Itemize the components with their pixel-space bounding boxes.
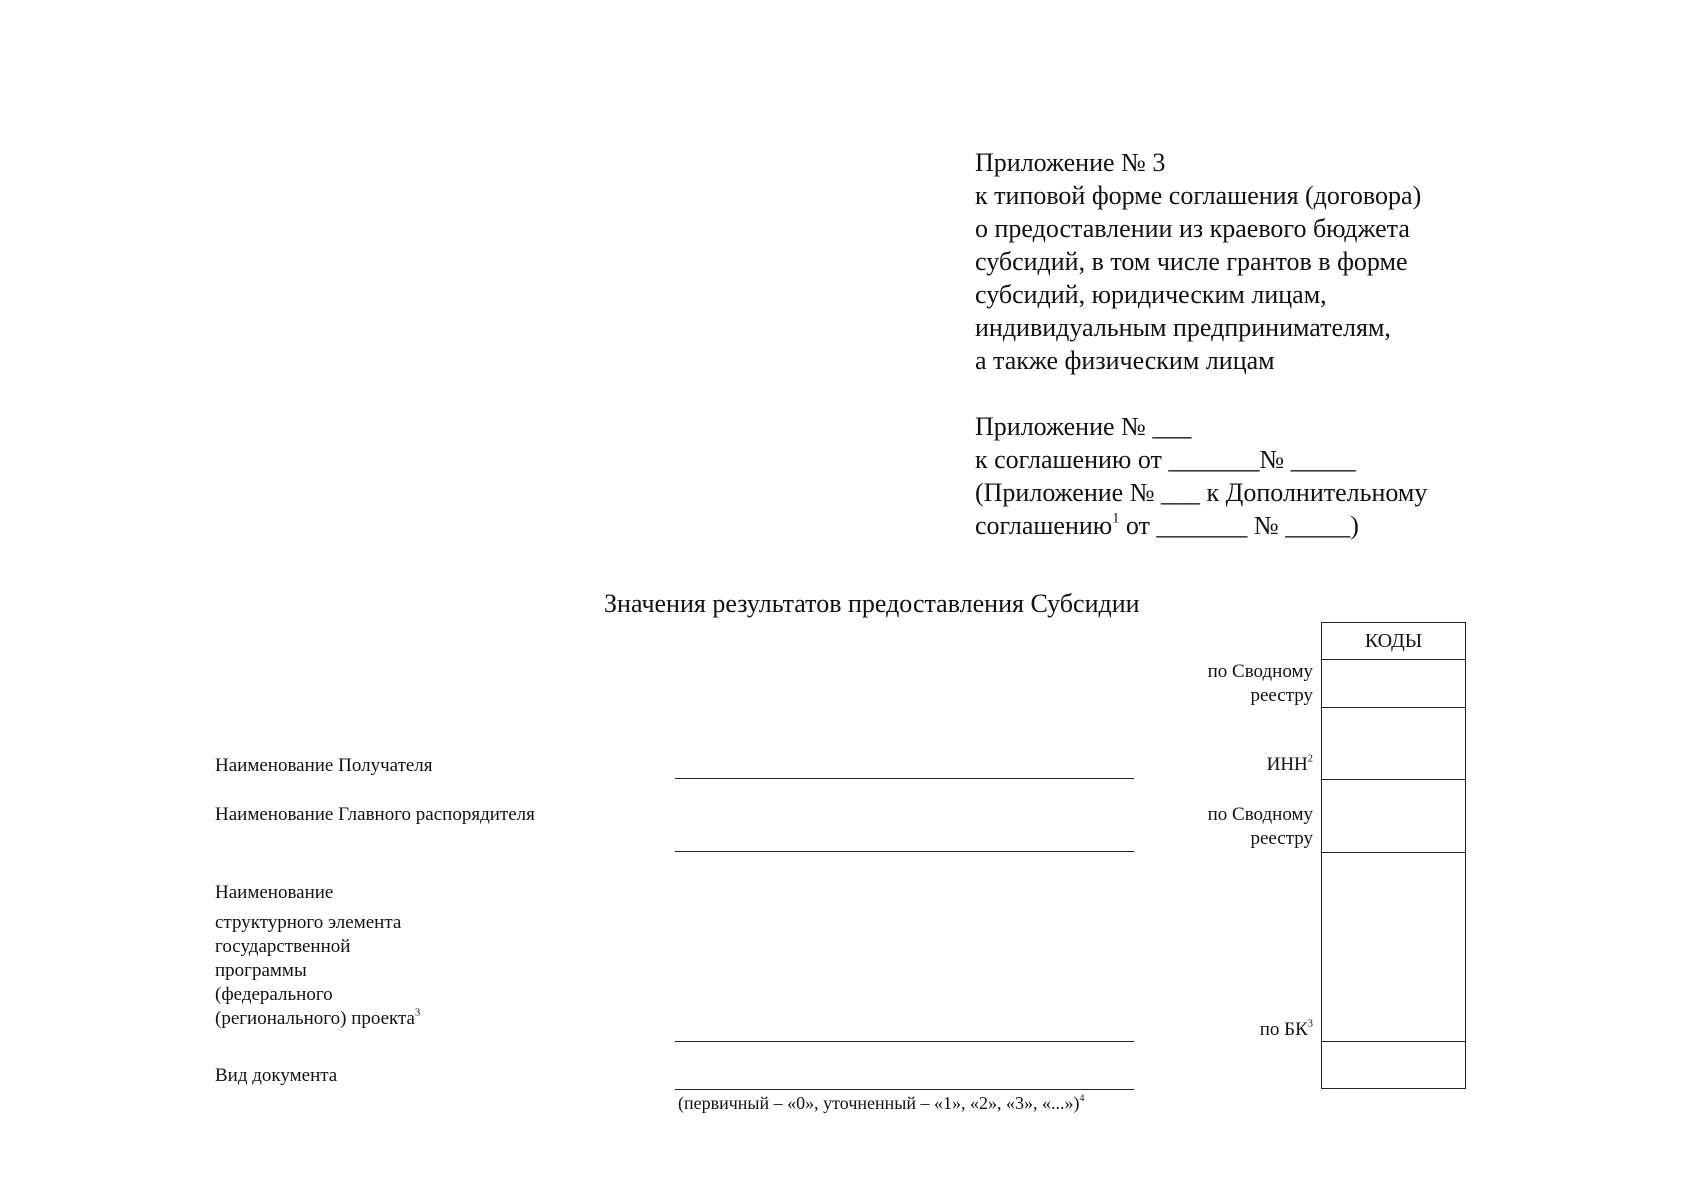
bk-label [1260,1018,1313,1042]
appendix-header [975,146,1515,542]
additional-agreement-word: соглашению [975,511,1113,540]
svodny-reestr-label-1 [1208,660,1313,708]
codes-header: КОДЫ [1364,630,1423,652]
codes-divider [1322,1041,1465,1042]
document-type-hint-text: (первичный – «0», уточненный – «1», «2», «3», «...») [678,1093,1080,1113]
svodny-reestr-label-2 [1208,803,1313,851]
footnote-marker: 3 [414,1007,421,1019]
additional-agreement-reference: (Приложение № ___ к Дополнительному [975,478,1428,507]
footnote-marker: 1 [1112,510,1120,527]
document-type-label: Вид документа [215,1065,338,1086]
structural-element-text: (регионального) проекта [215,1008,415,1029]
codes-divider [1322,707,1465,708]
structural-element-field[interactable] [675,1041,1134,1042]
footnote-marker: 4 [1079,1093,1085,1105]
header-line: индивидуальным предпринимателям, [975,313,1391,342]
header-spacer [975,377,1515,410]
codes-divider [1322,779,1465,780]
footnote-marker: 3 [1307,1018,1313,1030]
header-line: субсидий, в том числе грантов в форме [975,247,1408,276]
appendix-title: Приложение № 3 [975,148,1166,177]
structural-element-line: структурного элемента [215,912,402,933]
svodny-reestr-line: реестру [1250,828,1313,849]
structural-element-label [215,881,420,1031]
svodny-reestr-line: реестру [1250,685,1313,706]
document-type-hint [678,1093,1084,1114]
structural-element-line [215,1007,420,1031]
structural-element-line: (федерального [215,984,333,1005]
recipient-field[interactable] [675,778,1134,779]
structural-element-line: Наименование [215,882,334,903]
header-line: а также физическим лицам [975,346,1275,375]
appendix-number-blank: Приложение № ___ [975,412,1192,441]
main-manager-label: Наименование Главного распорядителя [215,804,535,825]
inn-text: ИНН [1266,754,1308,775]
codes-divider [1322,852,1465,853]
agreement-reference: к соглашению от _______№ _____ [975,445,1356,474]
page-title: Значения результатов предоставления Субсидии [604,589,1140,618]
svodny-reestr-line: по Сводному [1207,661,1313,682]
recipient-label: Наименование Получателя [215,755,433,776]
bk-text: по БК [1259,1019,1308,1040]
header-line: субсидий, юридическим лицам, [975,280,1327,309]
codes-divider [1322,659,1465,660]
main-manager-field[interactable] [675,851,1134,852]
codes-box [1321,622,1466,1089]
document-type-field[interactable] [675,1089,1134,1090]
svodny-reestr-line: по Сводному [1207,804,1313,825]
additional-agreement-reference-2 [975,509,1515,542]
structural-element-line: программы [215,960,307,981]
inn-label [1267,753,1313,777]
additional-agreement-blanks: от _______ № _____) [1119,511,1359,540]
header-line: о предоставлении из краевого бюджета [975,214,1410,243]
footnote-marker: 2 [1307,753,1313,765]
header-line: к типовой форме соглашения (договора) [975,181,1422,210]
structural-element-line: государственной [215,936,351,957]
